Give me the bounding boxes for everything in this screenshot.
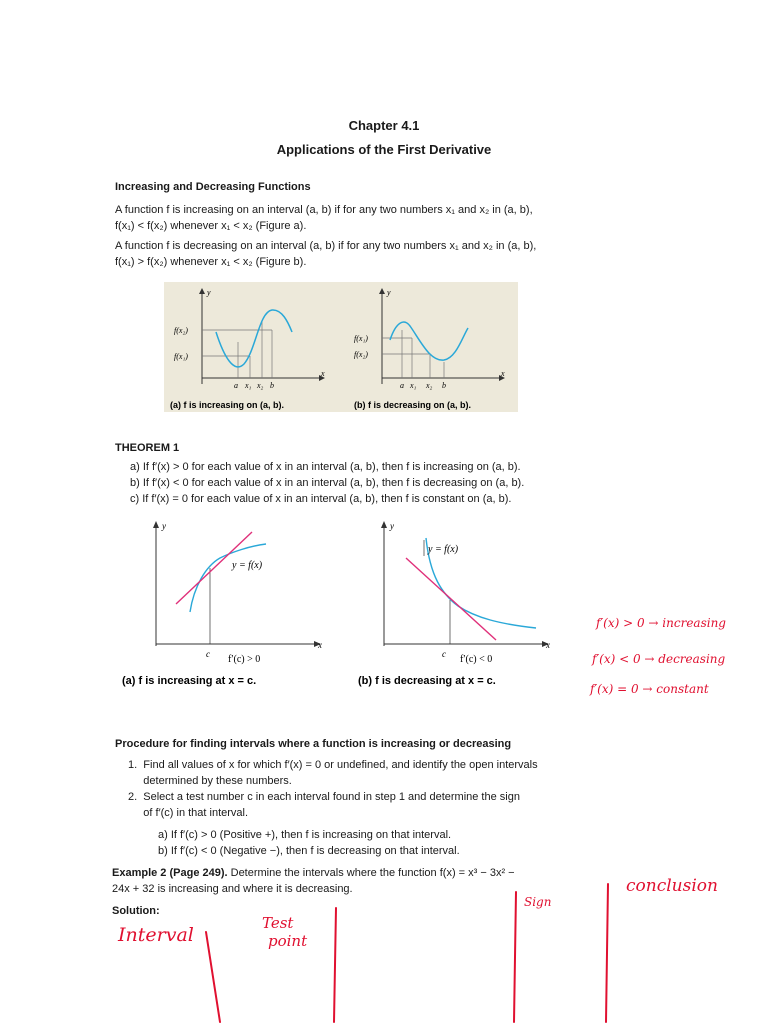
definition-increasing-line1: A function f is increasing on an interval (a, b) if for any two numbers x₁ and x₂ in (a, b), [115, 204, 533, 216]
label-fx1-a: f(x₁) [174, 352, 188, 361]
handwritten-divider-1 [206, 932, 220, 1022]
tick-x2: x₂ [426, 381, 433, 390]
caption-figure2a: (a) f is increasing at x = c. [122, 675, 257, 687]
tick-b: b [442, 381, 446, 390]
curve-a [216, 310, 292, 367]
theorem-heading: THEOREM 1 [115, 442, 180, 454]
slope-label: f′(c) > 0 [228, 654, 261, 665]
procedure-step1-line2: determined by these numbers. [128, 775, 292, 787]
example-label: Example 2 (Page 249). [112, 867, 228, 879]
figure-tangent-slope [110, 516, 580, 692]
c-label: c [206, 649, 210, 659]
handwritten-divider-3 [514, 892, 516, 1022]
handwritten-divider-4 [606, 884, 608, 1022]
handwritten-column-sign: Sign [524, 895, 552, 909]
figure1a-graph [174, 288, 325, 390]
tangent-line-b [406, 558, 496, 640]
theorem-part-b: b) If f′(x) < 0 for each value of x in an interval (a, b), then f is decreasing on (a, b). [130, 477, 525, 489]
x-label-a: x [321, 369, 325, 378]
procedure-heading: Procedure for finding intervals where a function is increasing or decreasing [115, 738, 512, 750]
y-label-a: y [207, 288, 211, 297]
curve-label: y = f(x) [428, 544, 459, 555]
x-label: x [546, 640, 550, 650]
figure2b-graph [358, 521, 550, 687]
tick-x1: x₁ [410, 381, 417, 390]
tick-a: a [400, 381, 404, 390]
theorem-part-a: a) If f′(x) > 0 for each value of x in an interval (a, b), then f is increasing on (a, b). [130, 461, 521, 473]
procedure-rule-b: b) If f′(c) < 0 (Negative −), then f is decreasing on that interval. [158, 845, 460, 857]
figure2a-graph [122, 521, 322, 687]
figure1b-graph [354, 288, 505, 390]
page-title: Applications of the First Derivative [276, 142, 492, 157]
handwritten-column-point: point [268, 932, 308, 950]
handwritten-column-interval: Interval [118, 924, 194, 946]
tick-b: b [270, 381, 274, 390]
caption-figure1b: (b) f is decreasing on (a, b). [354, 400, 472, 410]
tick-x2: x₂ [257, 381, 264, 390]
tick-x1: x₁ [245, 381, 252, 390]
figure1-svg [164, 282, 518, 412]
handwritten-table-lines [0, 880, 768, 1024]
y-label-b: y [387, 288, 391, 297]
tick-a: a [234, 381, 238, 390]
handwritten-note-constant: f′(x) = 0 → constant [590, 682, 709, 696]
procedure-rule-a: a) If f′(c) > 0 (Positive +), then f is increasing on that interval. [158, 829, 452, 841]
section-heading: Increasing and Decreasing Functions [115, 181, 311, 193]
handwritten-note-increasing: f′(x) > 0 → increasing [596, 616, 726, 630]
example-text: Determine the intervals where the function f(x) = x³ − 3x² − [227, 867, 515, 879]
procedure-step2-line2: of f′(c) in that interval. [128, 807, 249, 819]
handwritten-note-decreasing: f′(x) < 0 → decreasing [592, 652, 726, 666]
figure-increasing-decreasing [164, 282, 518, 412]
handwritten-column-test: Test [262, 914, 294, 932]
example-line2: 24x + 32 is increasing and where it is decreasing. [112, 883, 353, 895]
definition-increasing-line2: f(x₁) < f(x₂) whenever x₁ < x₂ (Figure a). [115, 220, 307, 232]
y-label: y [390, 521, 394, 531]
theorem-part-c: c) If f′(x) = 0 for each value of x in an interval (a, b), then f is constant on (a, b). [130, 493, 512, 505]
caption-figure1a: (a) f is increasing on (a, b). [170, 400, 285, 410]
c-label: c [442, 649, 446, 659]
handwritten-divider-2 [334, 908, 336, 1022]
curve-label: y = f(x) [232, 560, 263, 571]
solution-label: Solution: [112, 905, 160, 917]
procedure-step1-line1: 1. Find all values of x for which f′(x) = 0 or undefined, and identify the open intervals [128, 759, 538, 771]
y-label: y [162, 521, 166, 531]
label-fx1-b: f(x₁) [354, 334, 368, 343]
x-label-b: x [501, 369, 505, 378]
slope-label: f′(c) < 0 [460, 654, 493, 665]
handwritten-column-conclusion: conclusion [626, 876, 718, 896]
definition-decreasing-line1: A function f is decreasing on an interval (a, b) if for any two numbers x₁ and x₂ in (a, b), [115, 240, 537, 252]
chapter-title: Chapter 4.1 [348, 118, 420, 133]
caption-figure2b: (b) f is decreasing at x = c. [358, 675, 496, 687]
definition-decreasing-line2: f(x₁) > f(x₂) whenever x₁ < x₂ (Figure b). [115, 256, 307, 268]
x-label: x [318, 640, 322, 650]
label-fx2-b: f(x₂) [354, 350, 368, 359]
label-fx2-a: f(x₂) [174, 326, 188, 335]
example-line1 [112, 865, 572, 881]
procedure-step2-line1: 2. Select a test number c in each interval found in step 1 and determine the sign [128, 791, 520, 803]
